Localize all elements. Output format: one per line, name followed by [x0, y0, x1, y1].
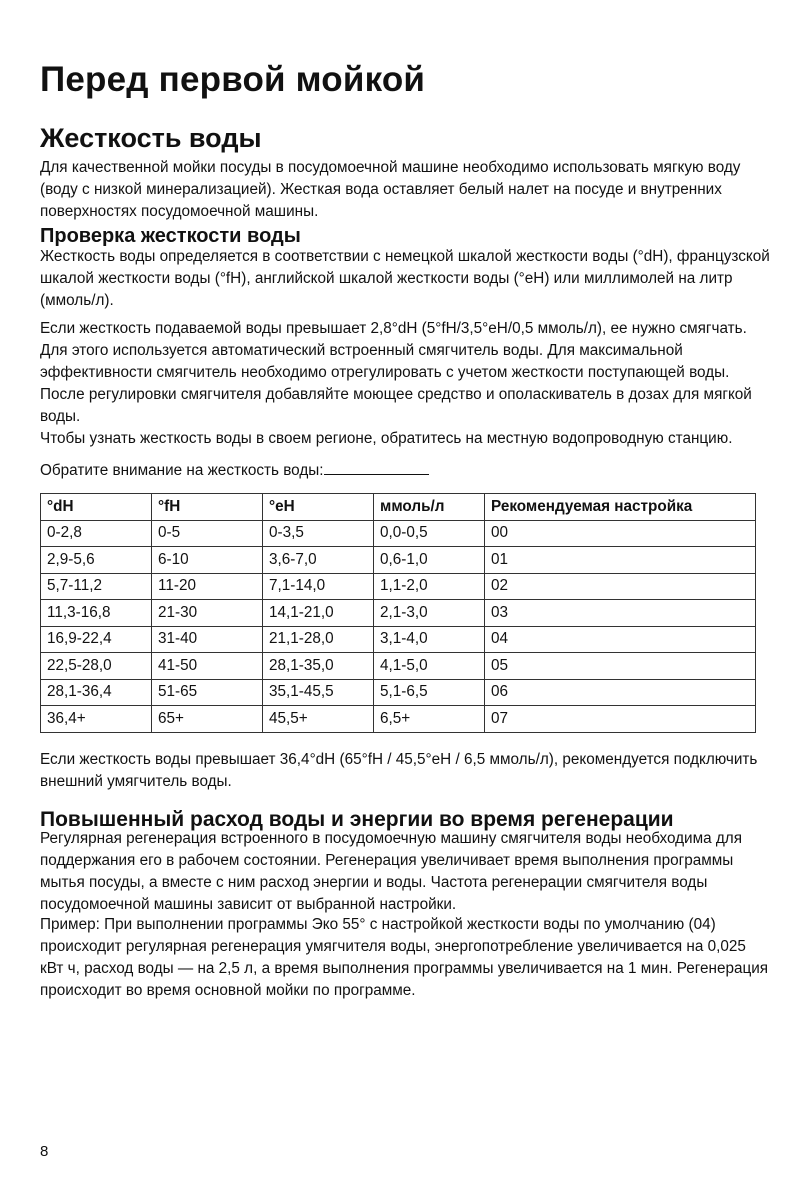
cell-mmol: 6,5+	[374, 706, 485, 733]
cell-mmol: 5,1-6,5	[374, 679, 485, 706]
cell-setting: 07	[485, 706, 756, 733]
cell-setting: 02	[485, 573, 756, 600]
cell-mmol: 0,6-1,0	[374, 547, 485, 574]
note-label: Обратите внимание на жесткость воды:	[40, 462, 324, 479]
table-row	[41, 600, 756, 627]
cell-dh: 2,9-5,6	[41, 547, 152, 574]
cell-dh: 11,3-16,8	[41, 600, 152, 627]
header-dh: °dH	[41, 494, 152, 521]
cell-eh: 35,1-45,5	[263, 679, 374, 706]
cell-dh: 36,4+	[41, 706, 152, 733]
softener-paragraph: Если жесткость подаваемой воды превышает 2,8°dH (5°fH/3,5°eH/0,5 ммоль/л), ее нужно смягчать. Для этого используется автоматический встроенный смягчитель воды. Для максимальной эффективности смягчитель необходимо отрегулировать с учетом жесткости поступающей воды. После регулировки смягчителя добавляйте моющее средство и ополаскиватель в дозах для мягкой воды.	[40, 320, 752, 425]
blank-fill-line	[324, 460, 429, 475]
cell-eh: 7,1-14,0	[263, 573, 374, 600]
cell-fh: 11-20	[152, 573, 263, 600]
cell-eh: 3,6-7,0	[263, 547, 374, 574]
region-paragraph: Чтобы узнать жесткость воды в своем регионе, обратитесь на местную водопроводную станцию.	[40, 430, 733, 447]
table-row	[41, 653, 756, 680]
check-paragraph: Жесткость воды определяется в соответствии с немецкой шкалой жесткости воды (°dH), французской шкалой жесткости воды (°fH), английской шкалой жесткости воды (°eH) или миллимолей на литр (ммоль/л).	[40, 248, 770, 309]
cell-fh: 6-10	[152, 547, 263, 574]
cell-setting: 06	[485, 679, 756, 706]
intro-paragraph: Для качественной мойки посуды в посудомоечной машине необходимо использовать мягкую воду (воду с низкой минерализацией). Жесткая вода оставляет белый налет на посуде и внутренних поверхностях посудомоечной машины.	[40, 159, 741, 220]
cell-fh: 31-40	[152, 626, 263, 653]
table-header-row	[41, 494, 756, 521]
page-title: Перед первой мойкой	[40, 60, 426, 99]
cell-eh: 0-3,5	[263, 520, 374, 547]
header-eh: °eH	[263, 494, 374, 521]
cell-setting: 04	[485, 626, 756, 653]
table-row	[41, 573, 756, 600]
cell-fh: 51-65	[152, 679, 263, 706]
section-title-water-hardness: Жесткость воды	[40, 123, 262, 153]
cell-eh: 21,1-28,0	[263, 626, 374, 653]
note-line	[40, 460, 770, 482]
cell-setting: 03	[485, 600, 756, 627]
cell-mmol: 2,1-3,0	[374, 600, 485, 627]
table-row	[41, 706, 756, 733]
hardness-table	[40, 493, 756, 733]
cell-mmol: 4,1-5,0	[374, 653, 485, 680]
cell-setting: 05	[485, 653, 756, 680]
cell-setting: 01	[485, 547, 756, 574]
table-row	[41, 520, 756, 547]
cell-setting: 00	[485, 520, 756, 547]
table-row	[41, 679, 756, 706]
cell-fh: 0-5	[152, 520, 263, 547]
cell-dh: 28,1-36,4	[41, 679, 152, 706]
header-fh: °fH	[152, 494, 263, 521]
header-mmol: ммоль/л	[374, 494, 485, 521]
cell-mmol: 0,0-0,5	[374, 520, 485, 547]
cell-dh: 16,9-22,4	[41, 626, 152, 653]
cell-eh: 45,5+	[263, 706, 374, 733]
header-recommended-setting: Рекомендуемая настройка	[485, 494, 756, 521]
example-paragraph: Пример: При выполнении программы Эко 55° с настройкой жесткости воды по умолчанию (04) происходит регулярная регенерация умягчителя воды, энергопотребление увеличивается на 0,025 кВт ч, расход воды — на 2,5 л, а время выполнения программы увеличивается на 1 мин. Регенерация происходит во время основной мойки по программе.	[40, 916, 769, 999]
cell-fh: 65+	[152, 706, 263, 733]
cell-eh: 14,1-21,0	[263, 600, 374, 627]
external-softener-paragraph: Если жесткость воды превышает 36,4°dH (65°fH / 45,5°eH / 6,5 ммоль/л), рекомендуется подключить внешний умягчитель воды.	[40, 751, 758, 790]
table-row	[41, 626, 756, 653]
cell-dh: 5,7-11,2	[41, 573, 152, 600]
cell-dh: 22,5-28,0	[41, 653, 152, 680]
cell-mmol: 1,1-2,0	[374, 573, 485, 600]
table-row	[41, 547, 756, 574]
cell-mmol: 3,1-4,0	[374, 626, 485, 653]
cell-fh: 41-50	[152, 653, 263, 680]
cell-fh: 21-30	[152, 600, 263, 627]
page-number: 8	[40, 1143, 49, 1160]
cell-eh: 28,1-35,0	[263, 653, 374, 680]
subsection-title-regeneration: Повышенный расход воды и энергии во время регенерации	[40, 808, 674, 831]
regeneration-paragraph: Регулярная регенерация встроенного в посудомоечную машину смягчителя воды необходима для поддержания его в рабочем состоянии. Регенерация увеличивает время выполнения программы мытья посуды, а вместе с ним расход энергии и воды. Частота регенерации смягчителя воды посудомоечной машины зависит от выбранной настройки.	[40, 830, 743, 913]
subsection-title-check-hardness: Проверка жесткости воды	[40, 225, 301, 247]
cell-dh: 0-2,8	[41, 520, 152, 547]
